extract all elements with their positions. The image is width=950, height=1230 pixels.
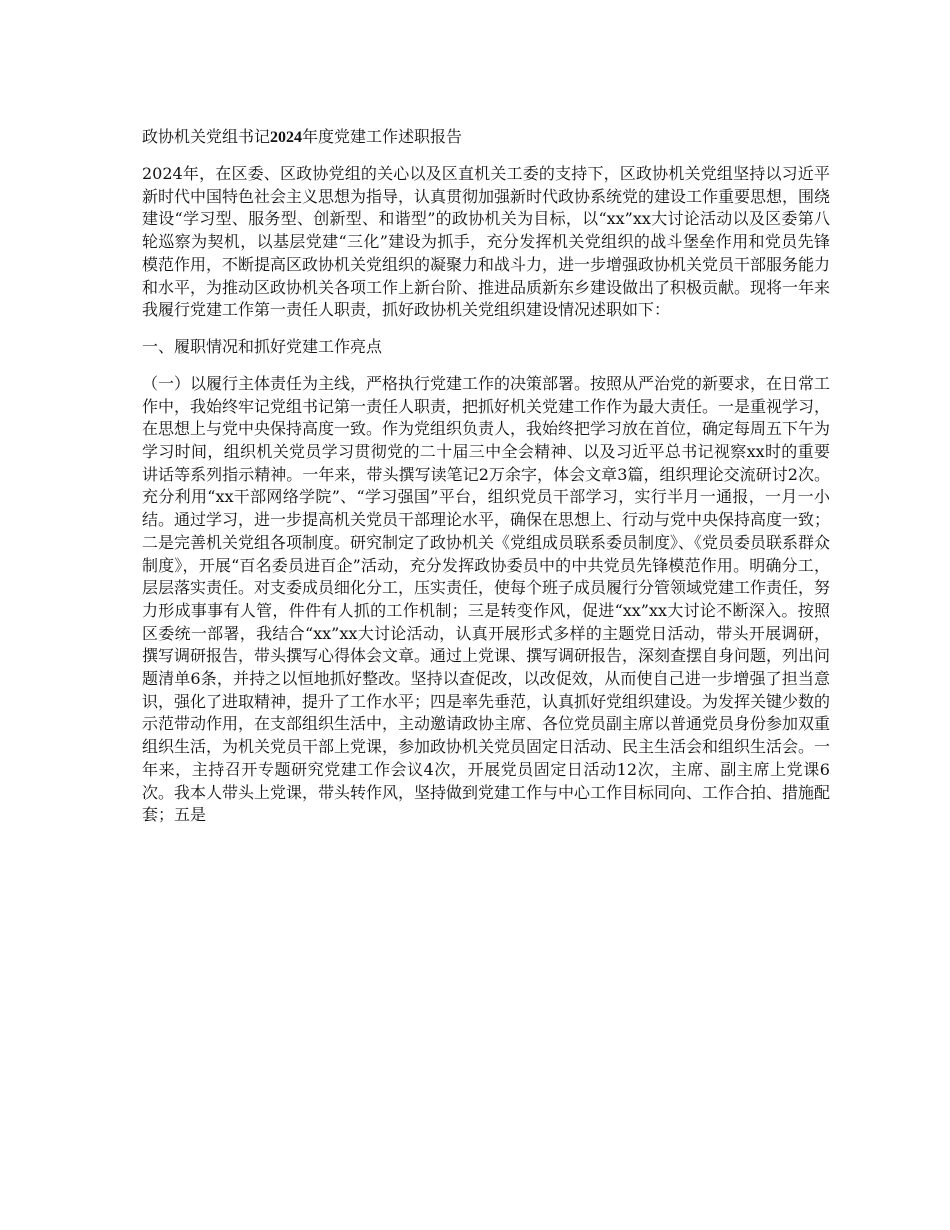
section-body-paragraph: （一）以履行主体责任为主线，严格执行党建工作的决策部署。按照从严治党的新要求，在日常工作中，我始终牢记党组书记第一责任人职责，把抓好机关党建工作作为最大责任。一是重视学习，在思想上与党中央保持高度一致。作为党组织负责人，我始终把学习放在首位，确定每周五下午为学习时间，组织机关党员学习贯彻党的二十届三中全会精神、以及习近平总书记视察xx时的重要讲话等系列指示精神。一年来，带头撰写读笔记2万余字，体会文章3篇，组织理论交流研讨2次。充分利用“xx干部网络学院”、“学习强国”平台，组织党员干部学习，实行半月一通报，一月一小结。通过学习，进一步提高机关党员干部理论水平，确保在思想上、行动与党中央保持高度一致；二是完善机关党组各项制度。研究制定了政协机关《党组成员联系委员制度》、《党员委员联系群众制度》，开展“百名委员进百企”活动，充分发挥政协委员中的中共党员先锋模范作用。明确分工，层层落实责任。对支委成员细化分工，压实责任，使每个班子成员履行分管领域党建工作责任，努力形成事事有人管，件件有人抓的工作机制；三是转变作风，促进“xx”xx大讨论不断深入。按照区委统一部署，我结合“xx”xx大讨论活动，认真开展形式多样的主题党日活动，带头开展调研，撰写调研报告，带头撰写心得体会文章。通过上党课、撰写调研报告，深刻查摆自身问题，列出问题清单6条，并持之以恒地抓好整改。坚持以查促改，以改促效，从而使自己进一步增强了担当意识，强化了进取精神，提升了工作水平；四是率先垂范，认真抓好党组织建设。为发挥关键少数的示范带动作用，在支部组织生活中，主动邀请政协主席、各位党员副主席以普通党员身份参加双重组织生活，为机关党员干部上党课，参加政协机关党员固定日活动、民主生活会和组织生活会。一年来，主持召开专题研究党建工作会议4次，开展党员固定日活动12次，主席、副主席上党课6次。我本人带头上党课，带头转作风，坚持做到党建工作与中心工作目标同向、工作合拍、措施配套；五是 [142,373,831,825]
title-prefix: 政协机关党组书记 [142,127,271,146]
document-page [142,126,830,827]
title-year: 2024 [270,129,303,146]
title-suffix: 年度党建工作述职报告 [302,127,463,146]
section-heading: 一、履职情况和抓好党建工作亮点 [142,336,383,356]
document-title [142,126,830,149]
intro-paragraph: 2024年，在区委、区政协党组的关心以及区直机关工委的支持下，区政协机关党组坚持以习近平新时代中国特色社会主义思想为指导，认真贯彻加强新时代政协系统党的建设工作重要思想，围绕建设“学习型、服务型、创新型、和谐型”的政协机关为目标，以“xx”xx大讨论活动以及区委第八轮巡察为契机，以基层党建“三化”建设为抓手，充分发挥机关党组织的战斗堡垒作用和党员先锋模范作用，不断提高区政协机关党组织的凝聚力和战斗力，进一步增强政协机关党员干部服务能力和水平，为推动区政协机关各项工作上新台阶、推进品质新东乡建设做出了积极贡献。现将一年来我履行党建工作第一责任人职责，抓好政协机关党组织建设情况述职如下： [142,164,831,320]
